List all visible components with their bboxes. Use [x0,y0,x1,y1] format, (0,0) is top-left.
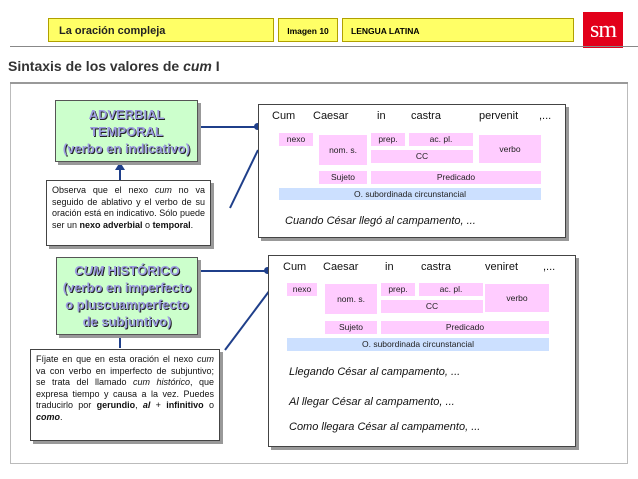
tag-noms: nom. s. [325,284,377,314]
title-end: I [211,58,220,74]
tag-cc: CC [381,300,483,313]
box2-line4: de subjuntivo) [82,314,172,329]
note2-f: o [203,400,214,410]
tag-acpl: ac. pl. [409,133,473,146]
word-ellipsis: ,... [539,110,552,122]
tab-title[interactable]: La oración compleja [48,18,274,42]
note2-al: al [142,400,151,410]
note2-infinitivo: infinitivo [166,400,204,410]
tag-sujeto: Sujeto [325,321,377,334]
note1-bold2: temporal [152,219,191,230]
note-adverbial [46,180,211,246]
tag-prep: prep. [371,133,405,146]
note-cum-historico [30,349,220,441]
word-cum: Cum [283,261,307,273]
word-in: in [377,110,386,122]
tab-image-number[interactable]: Imagen 10 [278,18,338,42]
word-in: in [385,261,394,273]
box2-line3: o pluscuamperfecto [65,297,189,312]
tab-subject[interactable]: LENGUA LATINA [342,18,574,42]
tag-subordinada: O. subordinada circunstancial [279,188,541,200]
note2-como: como [36,411,61,422]
tag-verbo: verbo [485,284,549,312]
word-verb: veniret [485,261,519,273]
tag-predicado: Predicado [381,321,549,334]
tag-nexo: nexo [287,283,317,296]
word-castra: castra [421,261,451,273]
note2-historico: cum histórico [132,377,190,387]
note1-text: Observa que el nexo [52,185,155,195]
adverbial-temporal-box [55,100,198,162]
word-caesar: Caesar [313,110,349,122]
note1-end: . [190,219,194,230]
sm-logo: sm [583,12,623,48]
box2-historico: HISTÓRICO [103,263,180,278]
word-verb: pervenit [479,110,519,122]
translation-2: Al llegar César al campamento, ... [289,396,455,408]
word-castra: castra [411,110,441,122]
note2-g: . [60,411,63,422]
box2-line1 [57,262,197,279]
cum-historico-box [56,257,198,335]
analysis-panel-2 [268,255,576,447]
word-caesar: Caesar [323,261,359,273]
analysis-panel-1 [258,104,566,238]
word-ellipsis: ,... [543,261,556,273]
tag-noms: nom. s. [319,135,367,165]
note2-a: Fíjate en que en esta oración el nexo [36,354,197,364]
note2-e: + [150,400,167,410]
tag-prep: prep. [381,283,415,296]
note1-text2: no va seguido de ablativo y el verbo de su oración está en indicativo. Sólo puede ser un [52,185,205,230]
box2-line2: (verbo en imperfecto [62,280,192,295]
note2-gerundio: gerundio [96,400,136,410]
note2-d: , [135,400,143,410]
note1-o: o [142,219,153,230]
tag-subordinada: O. subordinada circunstancial [287,338,549,351]
translation-1: Cuando César llegó al campamento, ... [285,215,476,227]
tag-nexo: nexo [279,133,313,146]
box1-line1: ADVERBIAL [88,107,165,122]
tag-cc: CC [371,150,473,163]
box1-line2: TEMPORAL [90,124,163,139]
tag-sujeto: Sujeto [319,171,367,184]
translation-1: Llegando César al campamento, ... [289,366,461,378]
tag-verbo: verbo [479,135,541,163]
translation-3: Como llegara César al campamento, ... [289,421,481,433]
note2-cum: cum [196,354,214,364]
box2-cum: CUM [74,263,104,278]
note2-b: va con verbo en imperfecto de subjuntivo; se trata del llamado [36,365,214,387]
word-cum: Cum [272,110,296,122]
tag-predicado: Predicado [371,171,541,184]
note2-c: , que expresa tiempo y causa a la vez. Puedes traducirlo por [36,377,214,410]
title-italic: cum [183,58,212,74]
tag-acpl: ac. pl. [419,283,483,296]
note1-bold1: nexo adverbial [79,219,143,230]
title-main: Sintaxis de los valores de [8,58,184,74]
box1-line3: (verbo en indicativo) [62,141,191,156]
note1-cum: cum [154,185,172,195]
